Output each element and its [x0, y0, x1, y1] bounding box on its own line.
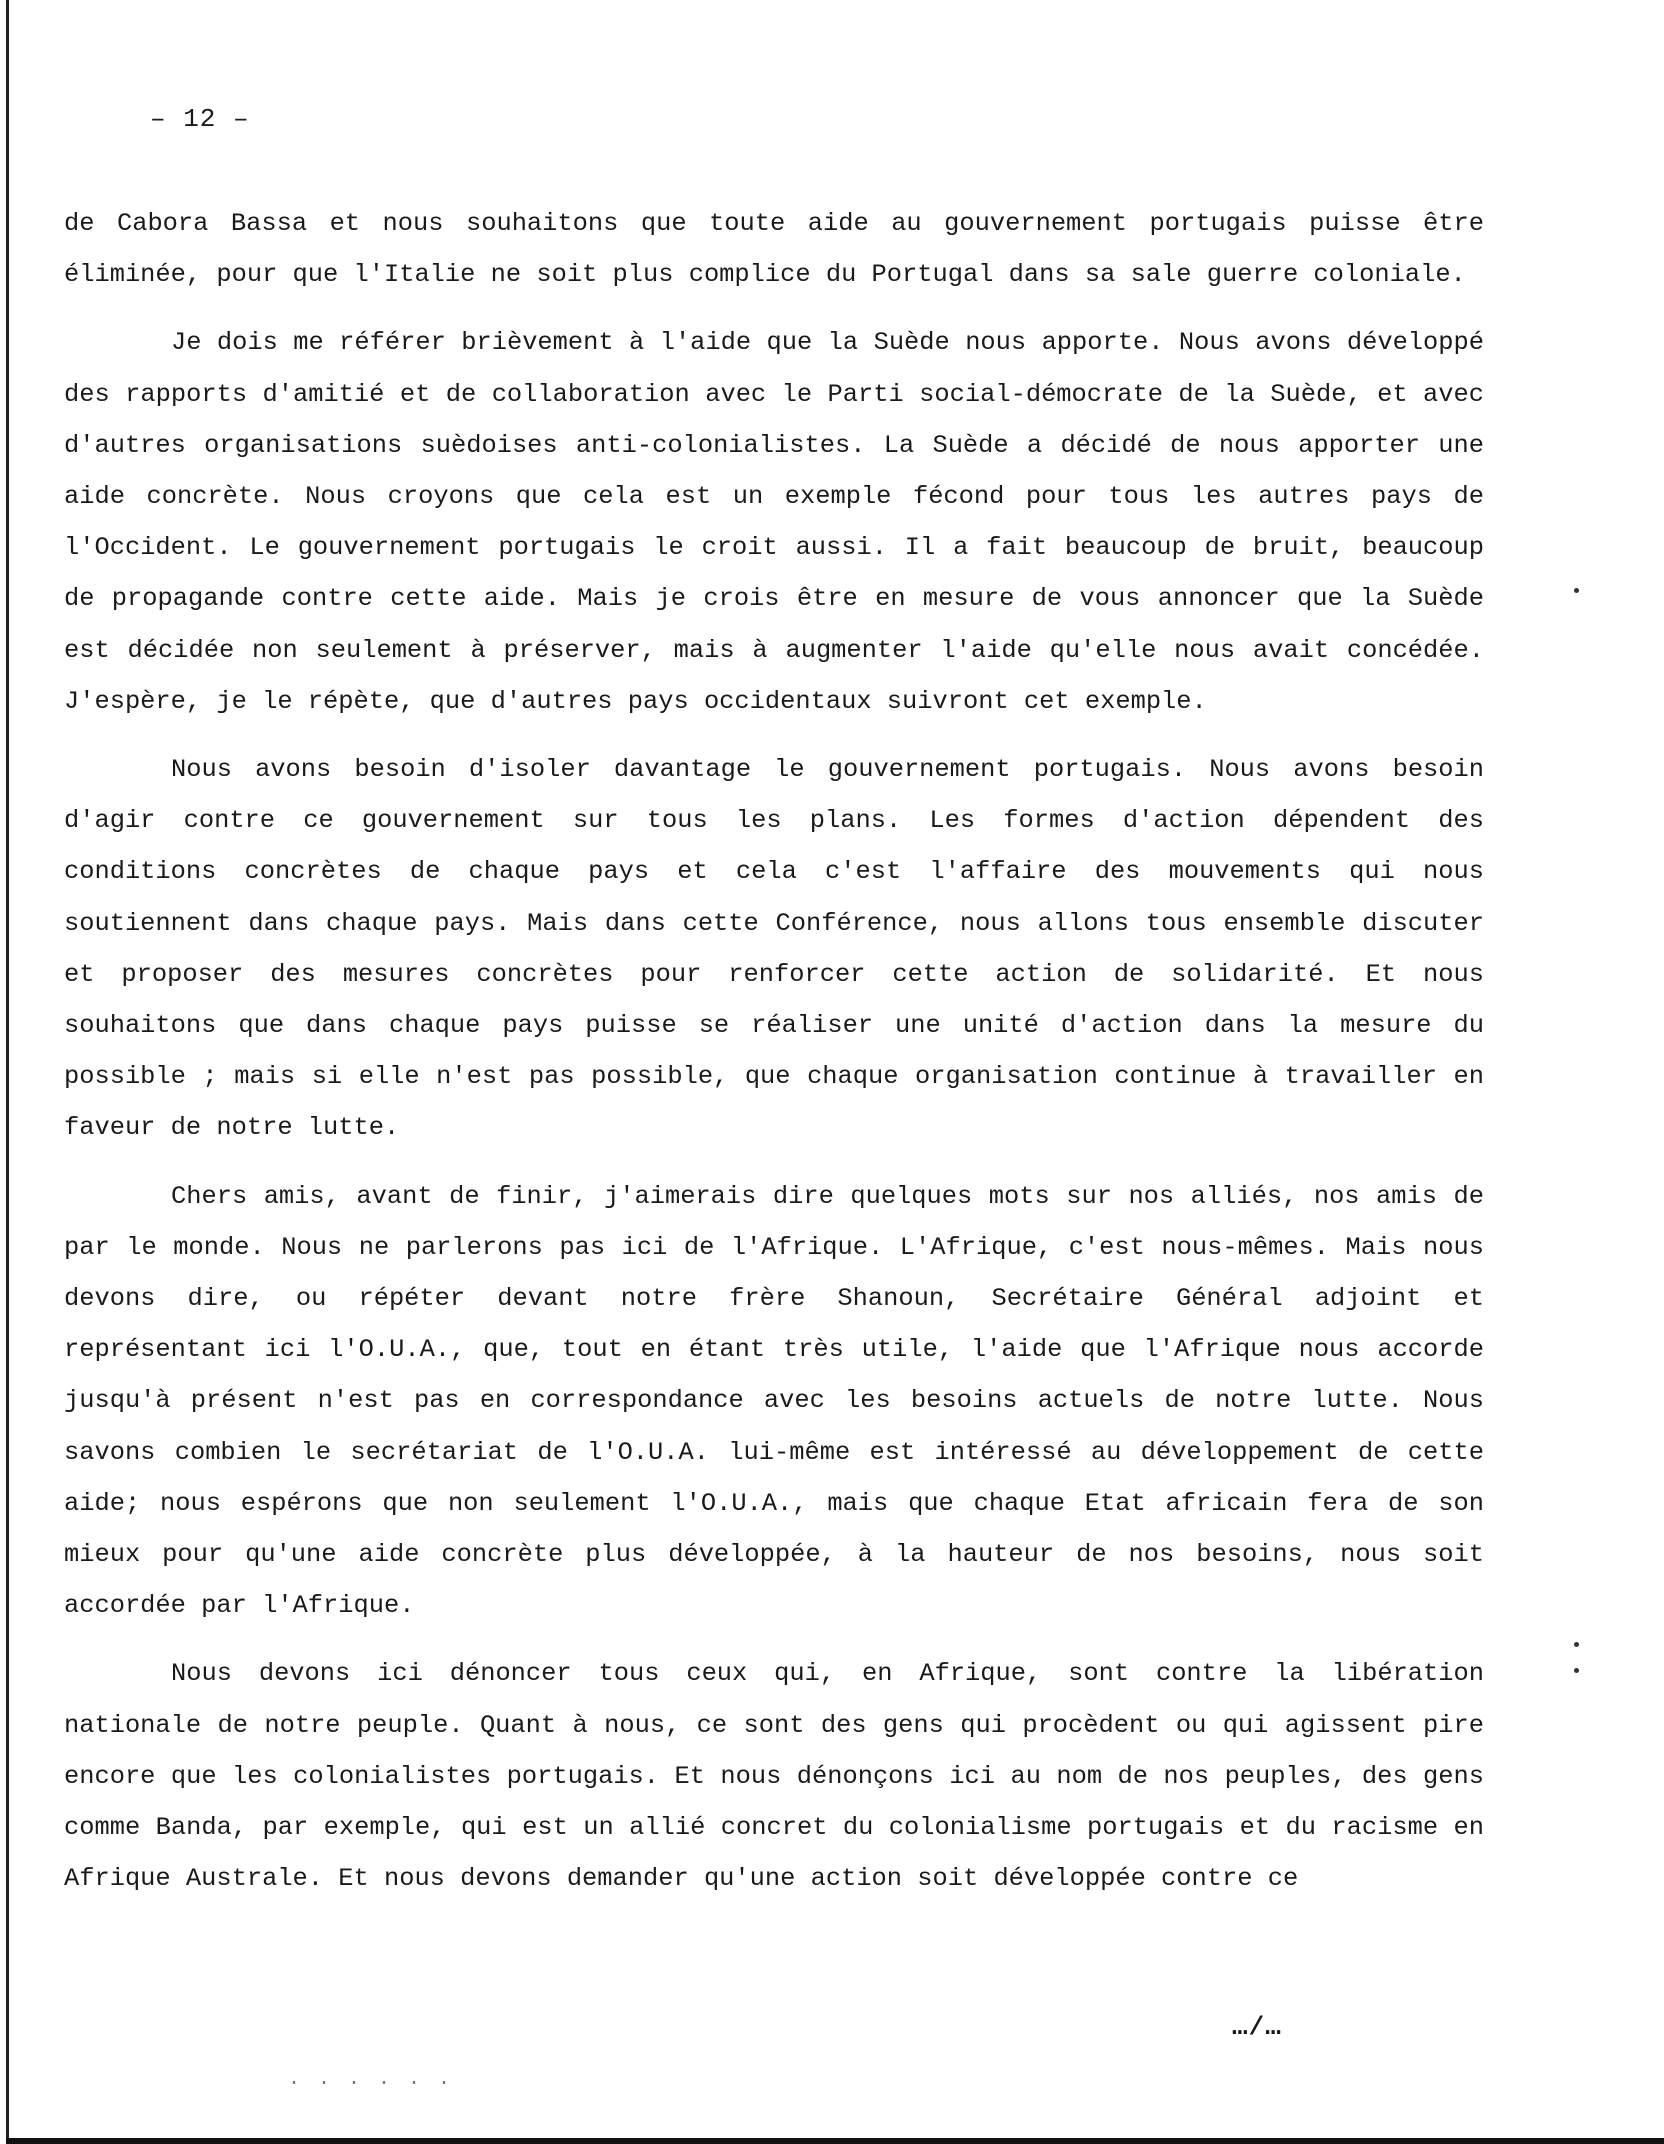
paragraph-2: Je dois me référer brièvement à l'aide que la Suède nous apporte. Nous avons développé des rapports d'amitié et de collaboration avec le Parti social-démocrate de la Suède, et avec d'autres organisations suèdoises anti-colonialistes. La Suède a décidé de nous apporter une aide concrète. Nous croyons que cela est un exemple fécond pour tous les autres pays de l'Occident. Le gouvernement portugais le croit aussi. Il a fait beaucoup de bruit, beaucoup de propagande contre cette aide. Mais je crois être en mesure de vous annoncer que la Suède est décidée non seulement à préserver, mais à augmenter l'aide qu'elle nous avait concédée. J'espère, je le répète, que d'autres pays occidentaux suivront cet exemple. [64, 328, 1484, 716]
page-number: – 12 – [150, 104, 250, 134]
page-bottom-edge [6, 2138, 1664, 2144]
continuation-marker: …/… [1232, 2012, 1282, 2042]
margin-speck [1574, 1668, 1579, 1673]
paragraph-4: Chers amis, avant de finir, j'aimerais dire quelques mots sur nos alliés, nos amis de par le monde. Nous ne parlerons pas ici de l'Afrique. L'Afrique, c'est nous-mêmes. Mais nous devons dire, ou répéter devant notre frère Shanoun, Secrétaire Général adjoint et représentant ici l'O.U.A., que, tout en étant très utile, l'aide que l'Afrique nous accorde jusqu'à présent n'est pas en correspondance avec les besoins actuels de notre lutte. Nous savons combien le secrétariat de l'O.U.A. lui-même est intéressé au développement de cette aide; nous espérons que non seulement l'O.U.A., mais que chaque Etat africain fera de son mieux pour qu'une aide concrète plus développée, à la hauteur de nos besoins, nous soit accordée par l'Afrique. [64, 1181, 1484, 1621]
margin-speck [1574, 588, 1579, 593]
faint-marks: . . . . . . [288, 2068, 454, 2091]
margin-speck [1574, 1642, 1579, 1647]
paragraph-3: Nous avons besoin d'isoler davantage le gouvernement portugais. Nous avons besoin d'agir contre ce gouvernement sur tous les plans. Les formes d'action dépendent des conditions concrètes de chaque pays et cela c'est l'affaire des mouvements qui nous soutiennent dans chaque pays. Mais dans cette Conférence, nous allons tous ensemble discuter et proposer des mesures concrètes pour renforcer cette action de solidarité. Et nous souhaitons que dans chaque pays puisse se réaliser une unité d'action dans la mesure du possible ; mais si elle n'est pas possible, que chaque organisation continue à travailler en faveur de notre lutte. [64, 755, 1484, 1143]
paragraph-5: Nous devons ici dénoncer tous ceux qui, en Afrique, sont contre la libération nationale de notre peuple. Quant à nous, ce sont des gens qui procèdent ou qui agissent pire encore que les colonialistes portugais. Et nous dénonçons ici au nom de nos peuples, des gens comme Banda, par exemple, qui est un allié concret du colonialisme portugais et du racisme en Afrique Australe. Et nous devons demander qu'une action soit développée contre ce [64, 1659, 1484, 1894]
body-text [64, 198, 1484, 1922]
page-left-edge [6, 0, 9, 2144]
paragraph-1: de Cabora Bassa et nous souhaitons que toute aide au gouvernement portugais puisse être éliminée, pour que l'Italie ne soit plus complice du Portugal dans sa sale guerre coloniale. [64, 209, 1484, 290]
